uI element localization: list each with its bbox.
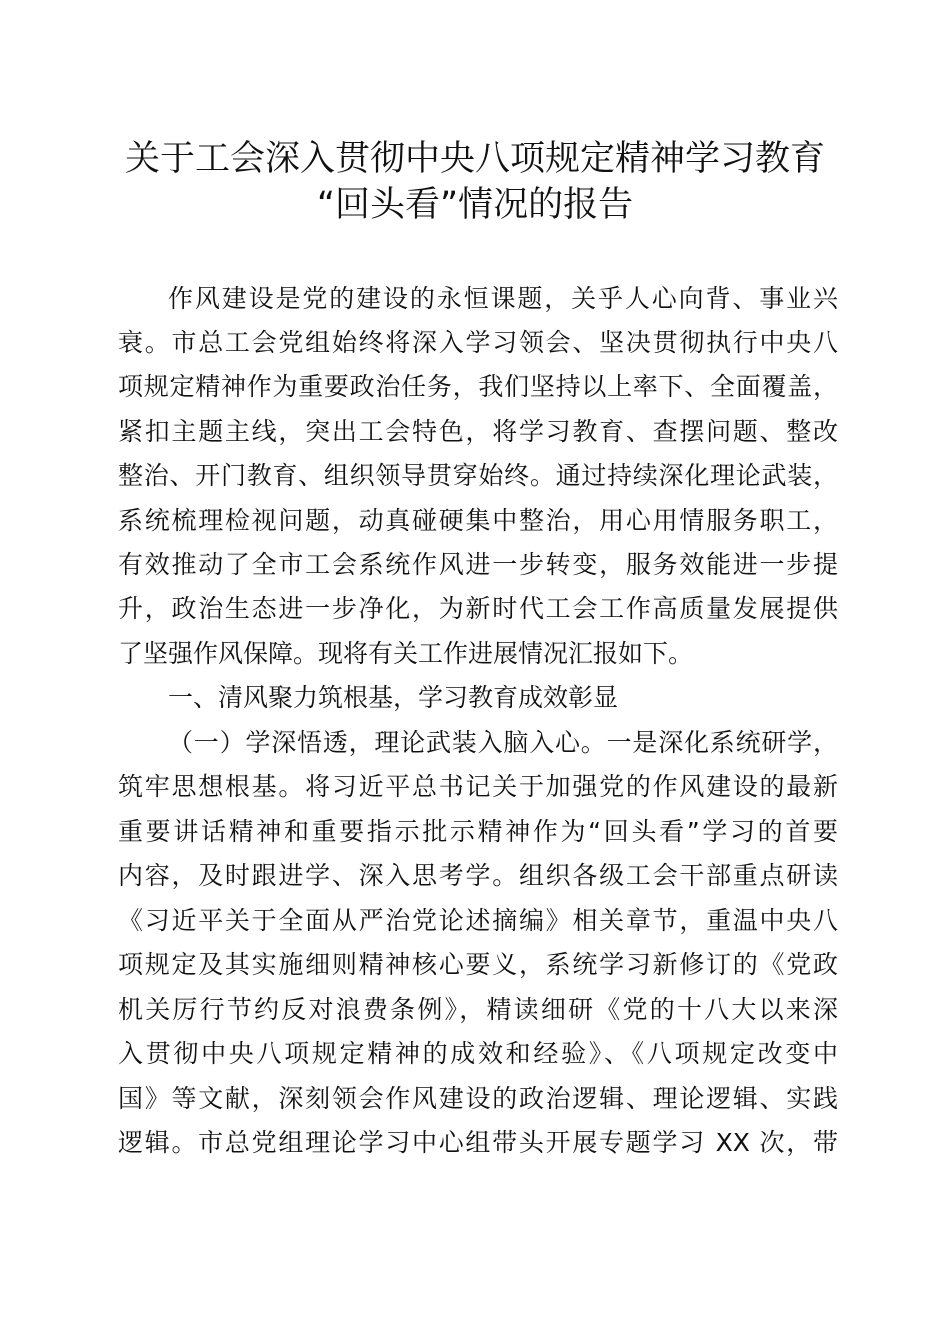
paragraph-line: 《习近平关于全面从严治党论述摘编》相关章节，重温中央八 bbox=[118, 906, 838, 935]
paragraph-line: 系统梳理检视问题，动真碰硬集中整治，用心用情服务职工， bbox=[118, 506, 838, 535]
paragraph-line: 紧扣主题主线，突出工会特色，将学习教育、查摆问题、整改 bbox=[118, 417, 838, 446]
paragraph-line: 项规定精神作为重要政治任务，我们坚持以上率下、全面覆盖， bbox=[118, 372, 838, 401]
document-title-line-1: 关于工会深入贯彻中央八项规定精神学习教育 bbox=[124, 139, 825, 179]
paragraph-line: 衰。市总工会党组始终将深入学习领会、坚决贯彻执行中央八 bbox=[118, 328, 838, 357]
paragraph-line: 有效推动了全市工会系统作风进一步转变，服务效能进一步提 bbox=[118, 550, 838, 579]
paragraph-line: 升，政治生态进一步净化，为新时代工会工作高质量发展提供 bbox=[118, 594, 838, 623]
paragraph-line: （一）学深悟透，理论武装入脑入心。一是深化系统研学， bbox=[168, 728, 838, 757]
paragraph-line: 了坚强作风保障。现将有关工作进展情况汇报如下。 bbox=[118, 639, 694, 668]
paragraph-line: 重要讲话精神和重要指示批示精神作为“回头看”学习的首要 bbox=[118, 817, 838, 846]
paragraph-line: 内容，及时跟进学、深入思考学。组织各级工会干部重点研读 bbox=[118, 861, 838, 890]
paragraph-line: 逻辑。市总党组理论学习中心组带头开展专题学习 XX 次，带 bbox=[118, 1128, 838, 1157]
paragraph-line: 整治、开门教育、组织领导贯穿始终。通过持续深化理论武装， bbox=[118, 461, 838, 490]
document-title-line-2: “回头看”情况的报告 bbox=[316, 185, 634, 225]
paragraph-line: 作风建设是党的建设的永恒课题，关乎人心向背、事业兴 bbox=[168, 284, 838, 313]
section-heading: 一、清风聚力筑根基，学习教育成效彰显 bbox=[168, 683, 619, 712]
paragraph-line: 项规定及其实施细则精神核心要义，系统学习新修订的《党政 bbox=[118, 950, 838, 979]
paragraph-line: 国》等文献，深刻领会作风建设的政治逻辑、理论逻辑、实践 bbox=[118, 1084, 838, 1113]
paragraph-line: 筑牢思想根基。将习近平总书记关于加强党的作风建设的最新 bbox=[118, 772, 838, 801]
paragraph-line: 机关厉行节约反对浪费条例》，精读细研《党的十八大以来深 bbox=[118, 995, 838, 1024]
paragraph-line: 入贯彻中央八项规定精神的成效和经验》、《八项规定改变中 bbox=[118, 1039, 838, 1068]
